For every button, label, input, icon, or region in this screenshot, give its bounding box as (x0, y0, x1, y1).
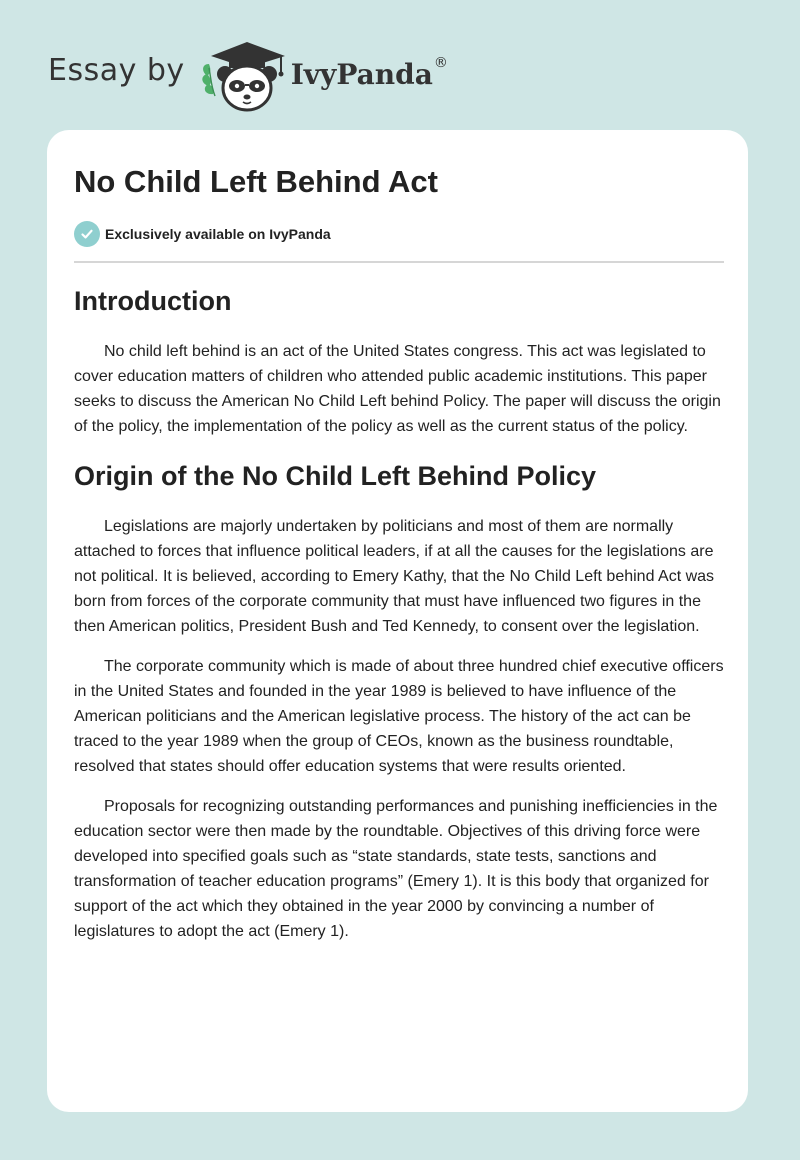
essay-by-label: Essay by (48, 52, 185, 88)
paragraph: Legislations are majorly undertaken by politicians and most of them are normally attached to forces that influence political leaders, if at all the causes for the legislations are not political. It is believed, according to Emery Kathy, that the No Child Left behind Act was born from forces of the corporate community that must have influenced two figures in the then American politics, President Bush and Ted Kennedy, to consent over the legislation. (74, 518, 715, 635)
essay-card (47, 130, 748, 1112)
registered-mark: ® (433, 55, 448, 72)
brand-name[interactable]: IvyPanda® (290, 55, 448, 91)
essay-body (74, 280, 724, 959)
paragraph: Proposals for recognizing outstanding performances and punishing inefficiencies in the education sector were then made by the roundtable. Objectives of this driving force were developed into specified goals such as “state standards, state tests, sanctions and transformation of teacher education programs” (Emery 1). It is this body that organized for support of the act which they obtained in the year 2000 by convincing a number of legislatures to adopt the act (Emery 1). (74, 798, 718, 940)
site-header (48, 36, 448, 116)
exclusive-badge (74, 221, 331, 247)
exclusive-badge-label: Exclusively available on IvyPanda (105, 226, 331, 242)
title-divider (74, 261, 724, 263)
paragraph: No child left behind is an act of the United States congress. This act was legislated to cover education matters of children who attended public academic institutions. This paper seeks to discuss the American No Child Left behind Policy. The paper will discuss the origin of the policy, the implementation of the policy as well as the current status of the policy. (74, 343, 721, 435)
checkmark-icon (74, 221, 100, 247)
essay-title: No Child Left Behind Act (74, 164, 438, 199)
section-heading-introduction: Introduction (74, 286, 232, 316)
section-heading-origin: Origin of the No Child Left Behind Policy (74, 461, 596, 491)
panda-logo-icon[interactable] (199, 38, 287, 114)
paragraph: The corporate community which is made of about three hundred chief executive officers in the United States and founded in the year 1989 is believed to have influence of the American politicians and the American legislative process. The history of the act can be traced to the year 1989 when the group of CEOs, known as the business roundtable, resolved that states should offer education systems that were results oriented. (74, 658, 724, 775)
ivy-leaf-icon (202, 64, 215, 96)
